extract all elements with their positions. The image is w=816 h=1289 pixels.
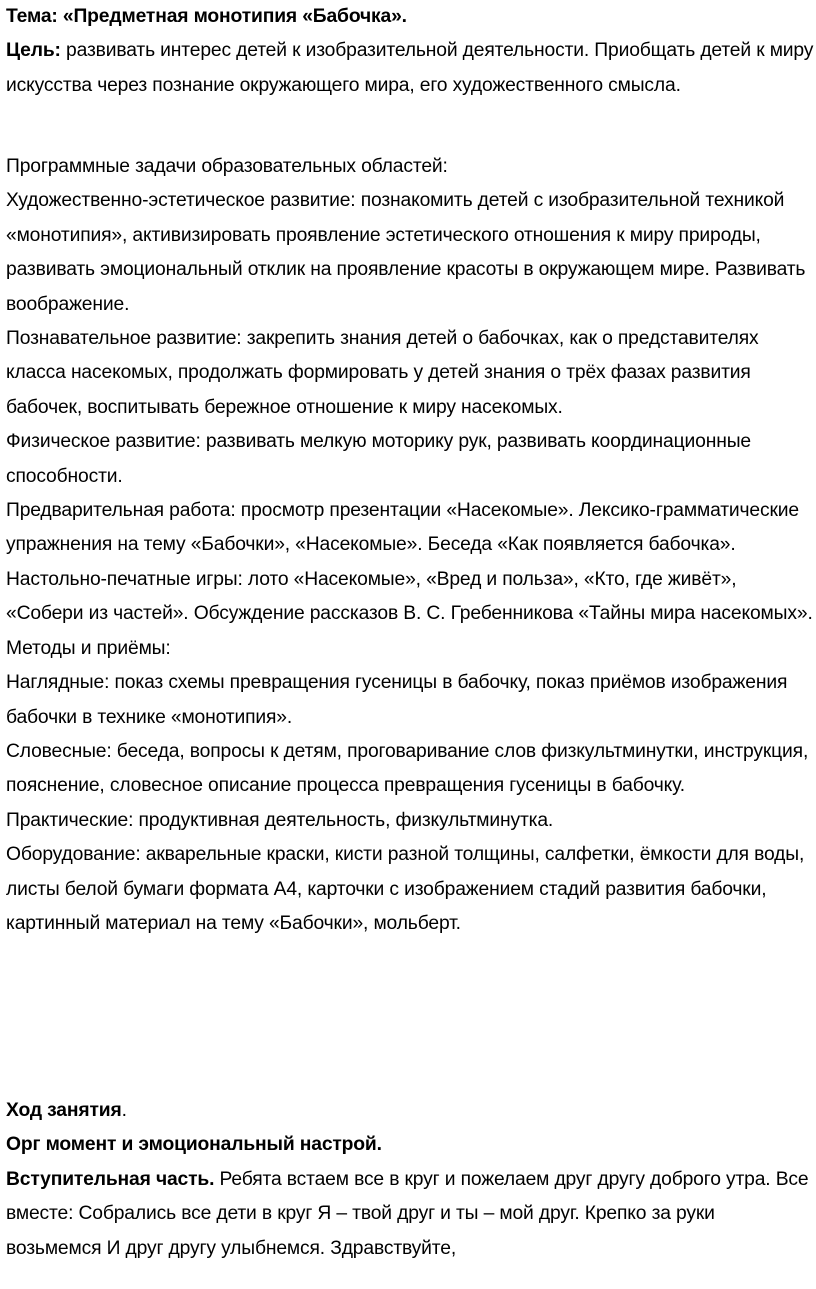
artistic-development: Художественно-эстетическое развитие: познакомить детей с изобразительной техникой «монотипия», активизировать проявление эстетического отношения к миру природы, развивать эмоциональный отклик на проявление красоты в окружающем мире. Развивать воображение. [6, 190, 806, 315]
tasks-section [6, 150, 814, 941]
org-moment-heading: Орг момент и эмоциональный настрой. [6, 1134, 382, 1156]
cognitive-development: Познавательное развитие: закрепить знания детей о бабочках, как о представителях класса насекомых, продолжать формировать у детей знания о трёх фазах развития бабочек, воспитывать бережное отношение к миру насекомых. [6, 328, 759, 418]
intro-text: Ребята встаем все в круг и пожелаем друг другу доброго утра. Все вместе: Собрались все дети в круг Я – твой друг и ты – мой друг. Крепко за руки возьмемся И друг другу улыбнемся. Здравствуйте, [6, 1168, 809, 1259]
methods-heading: Методы и приёмы: [6, 637, 171, 659]
lesson-heading-tail: . [121, 1100, 127, 1121]
physical-development: Физическое развитие: развивать мелкую моторику рук, развивать координационные способности. [6, 431, 751, 487]
header-section [6, 0, 814, 103]
equipment-paragraph: Оборудование: акварельные краски, кисти разной толщины, салфетки, ёмкости для воды, листы белой бумаги формата А4, карточки с изображением стадий развития бабочки, картинный материал на тему «Бабочки», мольберт. [6, 844, 805, 934]
topic-label: Тема: «Предметная монотипия «Бабочка». [6, 6, 407, 27]
intro-paragraph [6, 1163, 814, 1266]
preliminary-work: Предварительная работа: просмотр презентации «Насекомые». Лексико-грамматические упражнения на тему «Бабочки», «Насекомые». Беседа «Как появляется бабочка». Настольно-печатные игры: лото «Насекомые», «Вред и польза», «Кто, где живёт», «Собери из частей». Обсуждение рассказов В. С. Гребенникова «Тайны мира насекомых». [6, 500, 813, 625]
lesson-heading: Ход занятия [6, 1100, 122, 1121]
goal-text: развивать интерес детей к изобразительной деятельности. Приобщать детей к миру искусства через познание окружающего мира, его художественного смысла. [6, 40, 814, 96]
goal-label: Цель: [6, 40, 61, 62]
practical-methods: Практические: продуктивная деятельность, физкультминутка. [6, 809, 554, 831]
intro-label: Вступительная часть. [6, 1168, 215, 1190]
lesson-heading-line [6, 1094, 814, 1128]
topic-line [6, 0, 814, 34]
lesson-section [6, 1094, 814, 1266]
visual-methods: Наглядные: показ схемы превращения гусеницы в бабочку, показ приёмов изображения бабочки в технике «монотипия». [6, 672, 788, 728]
goal-paragraph [6, 34, 814, 103]
tasks-heading: Программные задачи образовательных областей: [6, 156, 448, 177]
verbal-methods: Словесные: беседа, вопросы к детям, проговаривание слов физкультминутки, инструкция, пояснение, словесное описание процесса превращения гусеницы в бабочку. [6, 740, 809, 797]
